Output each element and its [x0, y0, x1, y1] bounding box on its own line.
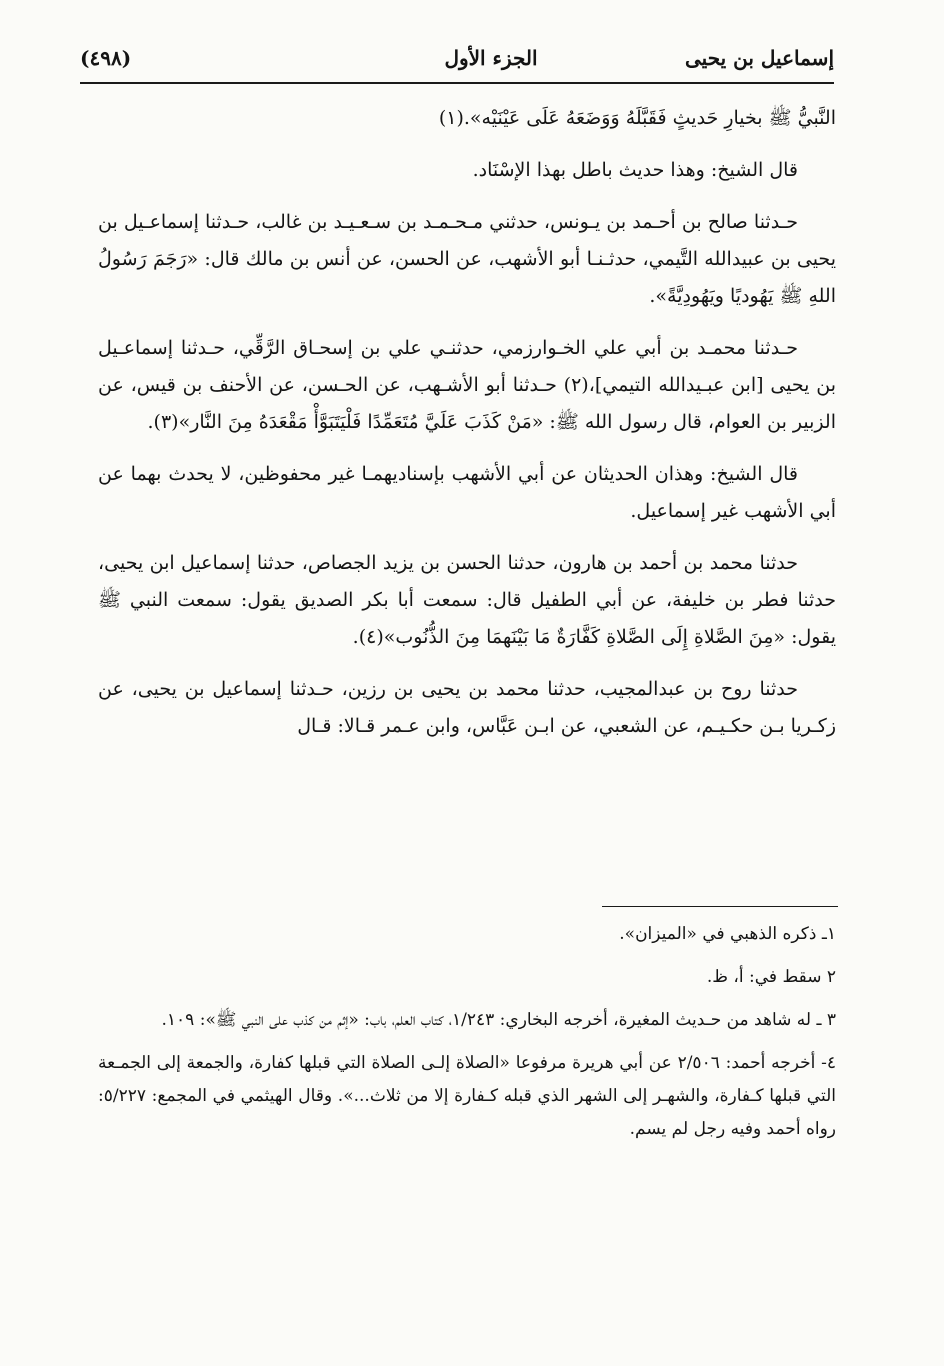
- main-text: [98, 100, 836, 745]
- page-number: (٤٩٨): [80, 46, 132, 70]
- footnote: ١ـ ذكره الذهبي في «الميزان».: [619, 924, 836, 944]
- paragraph: حدثنا روح بن عبدالمجيب، حدثنا محمد بن يحيى بن رزين، حـدثنا إسماعيل بن يحيى، عن زكـريا بـن حكـيـم، عن الشعبي، عن ابـن عَبَّاس، وابن عـمر قـالا: قـال: [98, 678, 836, 737]
- footnote: ٣ ـ له شاهد من حـديث المغيرة، أخرجه البخاري: ١/٢٤٣، كتاب العلم، باب: «إثم من كذب على النبي ﷺ»: ١٠٩.: [161, 1010, 836, 1030]
- running-title: إسماعيل بن يحيى: [685, 46, 834, 70]
- running-header: [80, 38, 834, 84]
- footnotes: [98, 918, 836, 1156]
- paragraph: النَّبيُّ ﷺ بخيارِ حَديثٍ فَقَبَّلَهُ وَوَضَعَهُ عَلَى عَيْنَيْه».(١): [438, 107, 836, 129]
- paragraph: قال الشيخ: وهذا حديث باطل بهذا الإسْنَاد.: [472, 159, 798, 181]
- footnote: ٢ سقط في: أ، ظ.: [706, 967, 836, 987]
- footnote: ٤- أخرجه أحمد: ٢/٥٠٦ عن أبي هريرة مرفوعا «الصلاة إلـى الصلاة التي قبلها كفارة، والجمعة إلى الجمـعة التي قبلها كـفارة، والشهـر إلى الشهر الذي قبله كـفارة إلا من ثلاث...». وقال الهيثمي في المجمع: ٥/٢٢٧: رواه أحمد وفيه رجل لم يسم.: [98, 1053, 836, 1139]
- footnote-separator: [602, 906, 838, 907]
- paragraph: حـدثنا صالح بن أحـمد بن يـونس، حدثني مـحـمـد بن سـعـيـد بن غالب، حـدثنا إسماعـيل بن يحيى بن عبيدالله التَّيمي، حدثـنـا أبو الأشهب، عن الحسن، عن أنس بن مالك قال: «رَجَمَ رَسُولُ اللهِ ﷺ يَهُوديًا ويَهُودِيَّةً».: [98, 211, 836, 307]
- volume-title: الجزء الأول: [444, 46, 538, 70]
- paragraph: قال الشيخ: وهذان الحديثان عن أبي الأشهب بإسناديهمـا غير محفوظين، لا يحدث بهما عن أبي الأشهب غير إسماعيل.: [98, 463, 836, 522]
- paragraph: حـدثنا محمـد بن أبي علي الخـوارزمي، حدثنـي علي بن إسحـاق الرَّقِّي، حـدثنا إسماعـيل بن يحيى [ابن عبـيدالله التيمي]،(٢) حـدثنا أبو الأشـهب، عن الحـسن، عن الأحنف بن قيس، عن الزبير بن العوام، قال رسول الله ﷺ: «مَنْ كَذَبَ عَلَيَّ مُتَعَمِّدًا فَلْيَتَبَوَّأْ مَقْعَدَهُ مِنَ النَّار»(٣).: [98, 337, 836, 433]
- paragraph: حدثنا محمد بن أحمد بن هارون، حدثنا الحسن بن يزيد الجصاص، حدثنا إسماعيل ابن يحيى، حدثنا فطر بن خليفة، عن أبي الطفيل قال: سمعت أبا بكر الصديق يقول: سمعت النبي ﷺ يقول: «مِنَ الصَّلاةِ إِلَى الصَّلاةِ كَفَّارَةٌ مَا بَيْنَهمَا مِنَ الذُّنُوب»(٤).: [98, 552, 836, 648]
